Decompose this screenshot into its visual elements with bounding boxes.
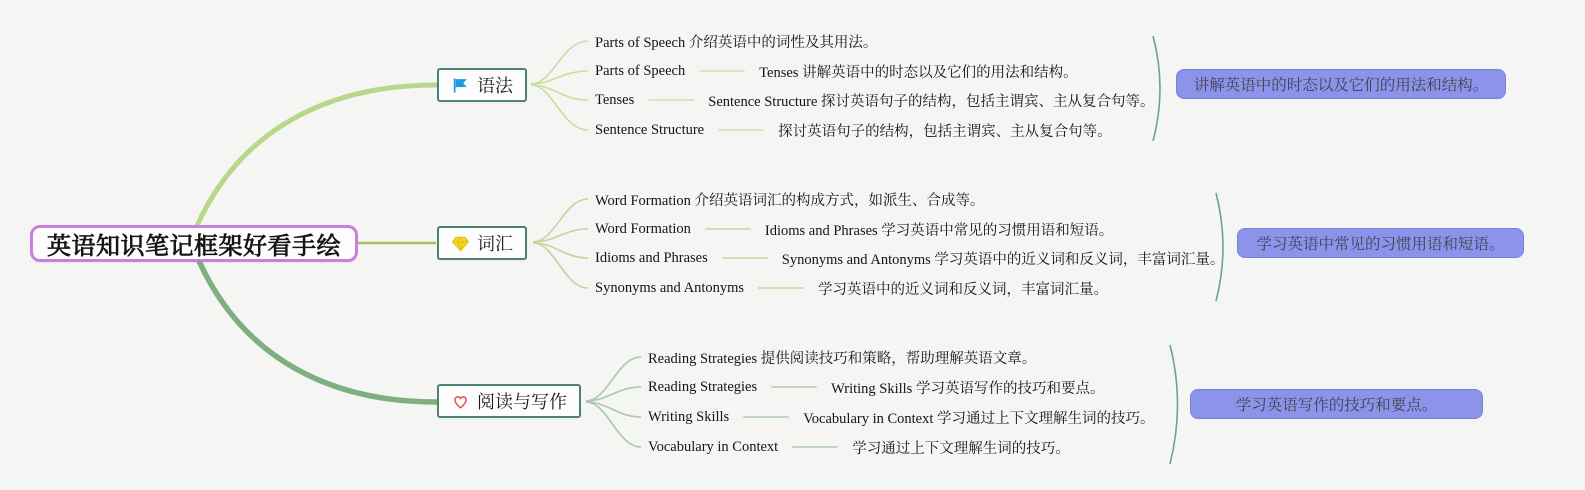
subtopic-text: Reading Strategies 提供阅读技巧和策略，帮助理解英语文章。 <box>648 350 1037 367</box>
subtopic-text: 学习通过上下文理解生词的技巧。 <box>852 440 1070 457</box>
connector-dash <box>771 386 817 388</box>
edges-reading-children <box>586 357 641 447</box>
subtopic-text: Idioms and Phrases 学习英语中常见的习惯用语和短语。 <box>764 222 1114 239</box>
subtopic-row[interactable] <box>595 29 877 53</box>
subtopic-label: Word Formation <box>595 220 691 237</box>
subtopic-row[interactable] <box>595 276 1108 300</box>
gem-icon <box>451 234 470 253</box>
connector-dash <box>758 287 804 289</box>
annotation-vocabulary[interactable] <box>1237 228 1524 258</box>
connector-dash <box>705 228 751 230</box>
heart-icon <box>451 392 470 411</box>
subtopic-text: Synonyms and Antonyms 学习英语中的近义词和反义词，丰富词汇量。 <box>781 251 1225 268</box>
subtopic-label: Sentence Structure <box>595 121 705 138</box>
flag-icon <box>451 76 470 95</box>
subtopic-row[interactable] <box>595 217 1113 241</box>
subtopic-label: Parts of Speech <box>595 62 686 79</box>
subtopic-label: Tenses <box>595 91 635 108</box>
annotation-text: 讲解英语中的时态以及它们的用法和结构。 <box>1193 77 1489 94</box>
connector-dash <box>743 416 789 418</box>
subtopic-row[interactable] <box>595 59 1078 83</box>
branch-label: 阅读与写作 <box>477 392 567 412</box>
annotation-text: 学习英语中常见的习惯用语和短语。 <box>1256 236 1505 253</box>
subtopic-row[interactable] <box>648 375 1104 399</box>
subtopic-text: Vocabulary in Context 学习通过上下文理解生词的技巧。 <box>803 410 1155 427</box>
connector-dash <box>718 129 764 131</box>
edge-root-reading <box>199 261 436 402</box>
subtopic-text: Parts of Speech 介绍英语中的词性及其用法。 <box>595 34 878 51</box>
branch-node-grammar[interactable] <box>437 68 527 102</box>
bracket-reading <box>1170 345 1178 464</box>
annotation-text: 学习英语写作的技巧和要点。 <box>1235 397 1438 414</box>
connector-dash <box>699 70 745 72</box>
subtopic-label: Vocabulary in Context <box>648 438 779 455</box>
annotation-grammar[interactable] <box>1176 69 1506 99</box>
subtopic-row[interactable] <box>648 405 1155 429</box>
subtopic-text: 学习英语中的近义词和反义词，丰富词汇量。 <box>818 281 1109 298</box>
subtopic-label: Synonyms and Antonyms <box>595 279 745 296</box>
edge-root-grammar <box>196 85 436 228</box>
connector-dash <box>722 257 768 259</box>
connector-dash <box>792 446 838 448</box>
subtopic-text: 探讨英语句子的结构，包括主谓宾、主从复合句等。 <box>778 123 1112 140</box>
subtopic-text: Writing Skills 学习英语写作的技巧和要点。 <box>831 380 1105 397</box>
edges-grammar-children <box>531 41 588 130</box>
subtopic-row[interactable] <box>595 246 1224 270</box>
subtopic-label: Writing Skills <box>648 408 730 425</box>
subtopic-row[interactable] <box>595 88 1155 112</box>
root-topic-label: 英语知识笔记框架好看手绘 <box>47 233 341 260</box>
subtopic-text: Tenses 讲解英语中的时态以及它们的用法和结构。 <box>759 64 1078 81</box>
subtopic-text: Sentence Structure 探讨英语句子的结构，包括主谓宾、主从复合句等。 <box>708 93 1155 110</box>
subtopic-text: Word Formation 介绍英语词汇的构成方式，如派生、合成等。 <box>595 192 985 209</box>
subtopic-row[interactable] <box>595 187 985 211</box>
subtopic-row[interactable] <box>648 435 1070 459</box>
branch-node-reading-writing[interactable] <box>437 384 581 418</box>
connector-dash <box>648 99 694 101</box>
branch-label: 语法 <box>477 76 513 96</box>
subtopic-label: Idioms and Phrases <box>595 249 708 266</box>
subtopic-row[interactable] <box>648 345 1036 369</box>
edges-vocabulary-children <box>533 199 588 288</box>
root-topic[interactable] <box>30 225 358 262</box>
subtopic-row[interactable] <box>595 118 1112 142</box>
branch-label: 词汇 <box>477 234 513 254</box>
annotation-reading-writing[interactable] <box>1190 389 1483 419</box>
subtopic-label: Reading Strategies <box>648 378 758 395</box>
branch-node-vocabulary[interactable] <box>437 226 527 260</box>
